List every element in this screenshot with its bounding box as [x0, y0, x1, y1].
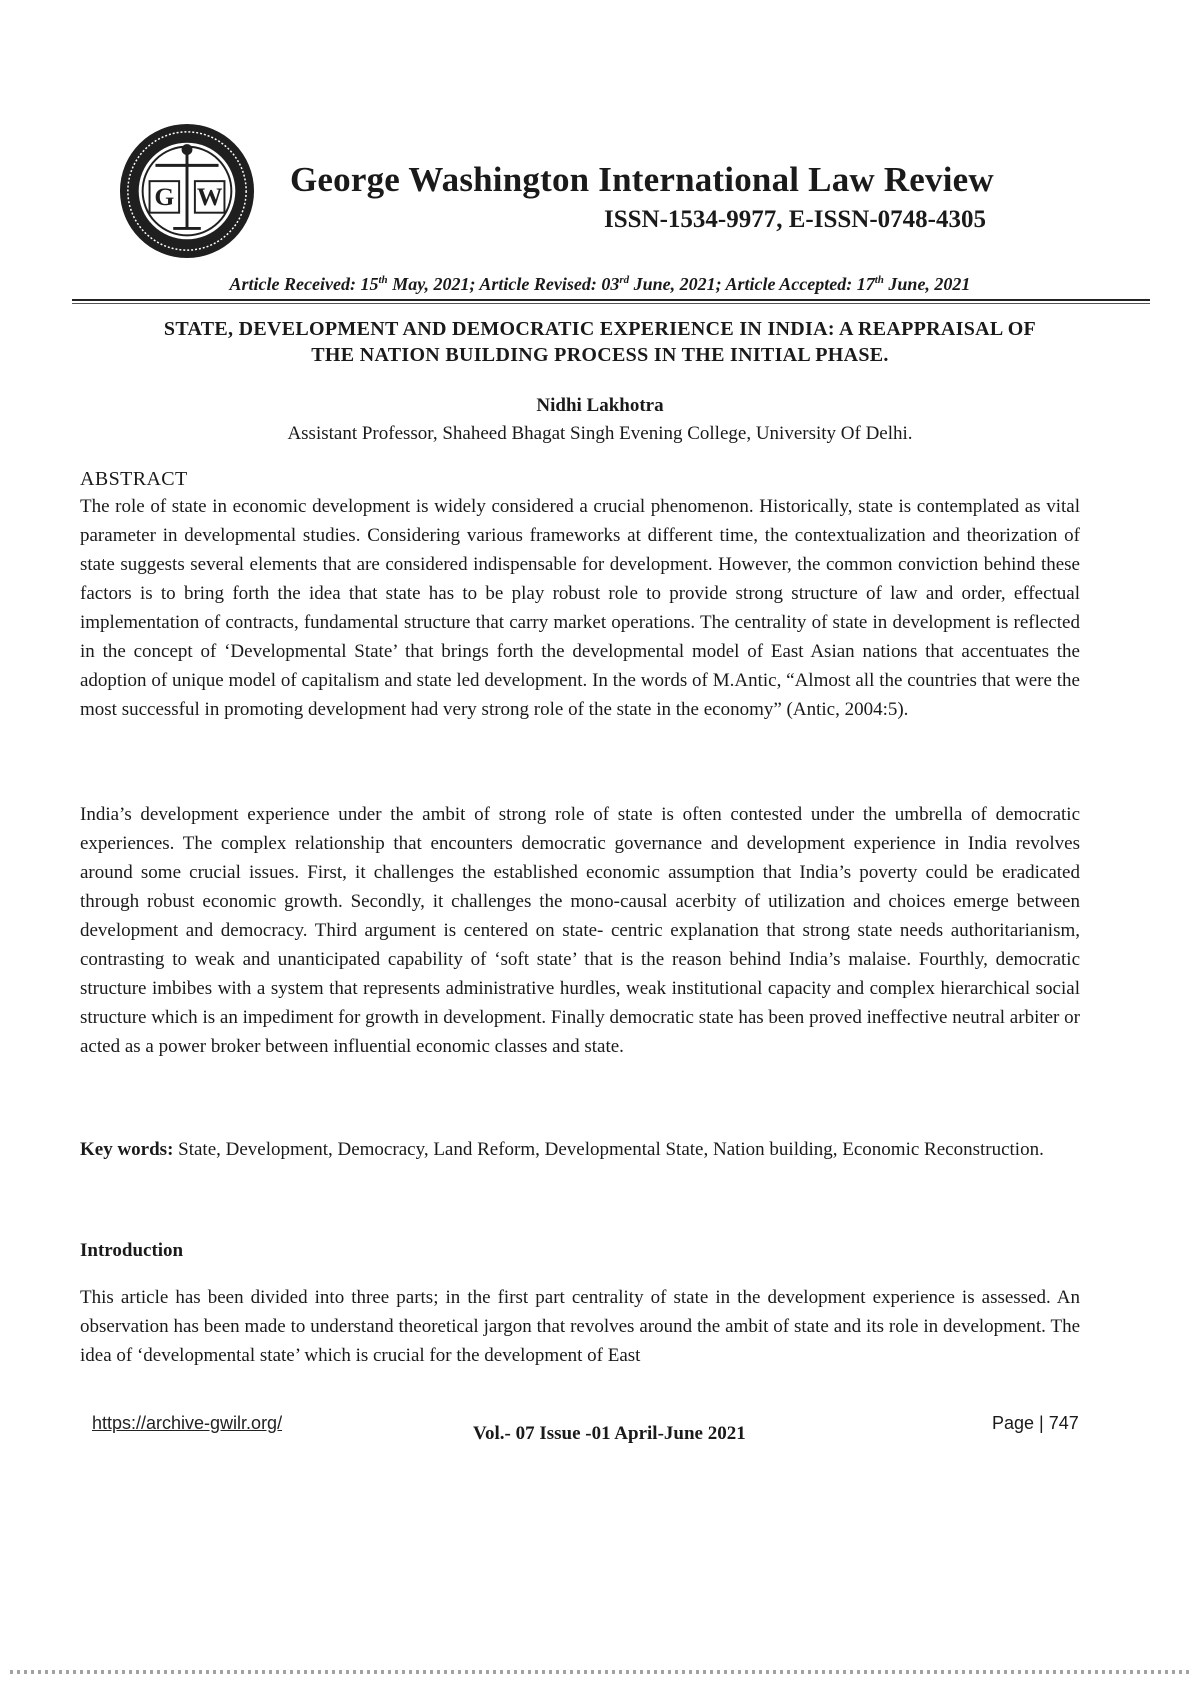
author-name: Nidhi Lakhotra	[536, 395, 664, 416]
article-title-line-1: STATE, DEVELOPMENT AND DEMOCRATIC EXPERIENCE IN INDIA: A REAPPRAISAL OF	[163, 318, 1037, 340]
keywords	[80, 1135, 1080, 1164]
article-dates	[0, 274, 1200, 295]
logo-letter-w: W	[196, 181, 223, 211]
keywords-list: State, Development, Democracy, Land Reform, Developmental State, Nation building, Economic Reconstruction.	[173, 1139, 1044, 1160]
accepted-rest: June, 2021	[883, 274, 971, 294]
keywords-label: Key words:	[80, 1139, 174, 1160]
journal-title: George Washington International Law Review	[290, 160, 994, 199]
revised-rest: June, 2021;	[629, 274, 726, 294]
article-title-line-2: THE NATION BUILDING PROCESS IN THE INITIAL PHASE.	[311, 344, 889, 366]
header-divider	[72, 299, 1150, 301]
received-day: 15	[360, 274, 379, 294]
header-divider-thin	[72, 303, 1150, 304]
journal-logo	[118, 122, 256, 260]
introduction-heading: Introduction	[80, 1240, 184, 1261]
footer-volume: Vol.- 07 Issue -01 April-June 2021	[473, 1423, 746, 1444]
abstract-paragraph-1: The role of state in economic development is widely considered a crucial phenomenon. Historically, state is contemplated as vital parameter in developmental studies. Considering various frameworks at different time, the contextualization and theorization of state suggests several elements that are considered indispensable for development. However, the common conviction behind these factors is to bring forth the idea that state has to be play robust role to provide strong structure of law and order, effectual implementation of contracts, fundamental structure that carry market operations. The centrality of state in development is reflected in the concept of ‘Developmental State’ that brings forth the developmental model of East Asian nations that accentuates the adoption of unique model of capitalism and state led development. In the words of M.Antic, “Almost all the countries that were the most successful in promoting development had very strong role of the state in the economy” (Antic, 2004:5).	[80, 496, 1080, 720]
abstract-heading: ABSTRACT	[80, 468, 188, 490]
revised-day: 03	[601, 274, 620, 294]
received-sup: th	[378, 274, 388, 286]
scan-artifact-edge	[10, 1670, 1190, 1674]
accepted-sup: th	[874, 274, 884, 286]
footer-url-link[interactable]: https://archive-gwilr.org/	[92, 1413, 283, 1433]
accepted-label: Article Accepted:	[725, 274, 857, 294]
journal-issn: ISSN-1534-9977, E-ISSN-0748-4305	[604, 206, 986, 233]
author-affiliation: Assistant Professor, Shaheed Bhagat Singh Evening College, University Of Delhi.	[287, 423, 913, 444]
footer-page-number: Page | 747	[992, 1413, 1079, 1433]
article-title	[80, 316, 1120, 368]
revised-label: Article Revised:	[479, 274, 602, 294]
logo-letter-g: G	[154, 181, 175, 211]
abstract-paragraph-2: India’s development experience under the ambit of strong role of state is often contested under the umbrella of democratic experiences. The complex relationship that encounters democratic governance and development experience in India revolves around some crucial issues. First, it challenges the established economic assumption that India’s poverty could be eradicated through robust economic growth. Secondly, it challenges the mono-causal acerbity of utilization and choices emerge between development and democracy. Third argument is centered on state- centric explanation that strong state needs authoritarianism, contrasting to weak and unanticipated capability of ‘soft state’ that is the reason behind India’s malaise. Fourthly, democratic structure imbibes with a system that represents administrative hurdles, weak institutional capacity and complex hierarchical social structure which is an impediment for growth in development. Finally democratic state has been proved ineffective neutral arbiter or acted as a power broker between influential economic classes and state.	[80, 804, 1080, 1057]
received-rest: May, 2021;	[387, 274, 480, 294]
revised-sup: rd	[619, 274, 630, 286]
received-label: Article Received:	[229, 274, 361, 294]
accepted-day: 17	[856, 274, 875, 294]
introduction-paragraph: This article has been divided into three parts; in the first part centrality of state in the development experience is assessed. An observation has been made to understand theoretical jargon that revolves around the ambit of state and its role in development. The idea of ‘developmental state’ which is crucial for the development of East	[80, 1287, 1080, 1366]
